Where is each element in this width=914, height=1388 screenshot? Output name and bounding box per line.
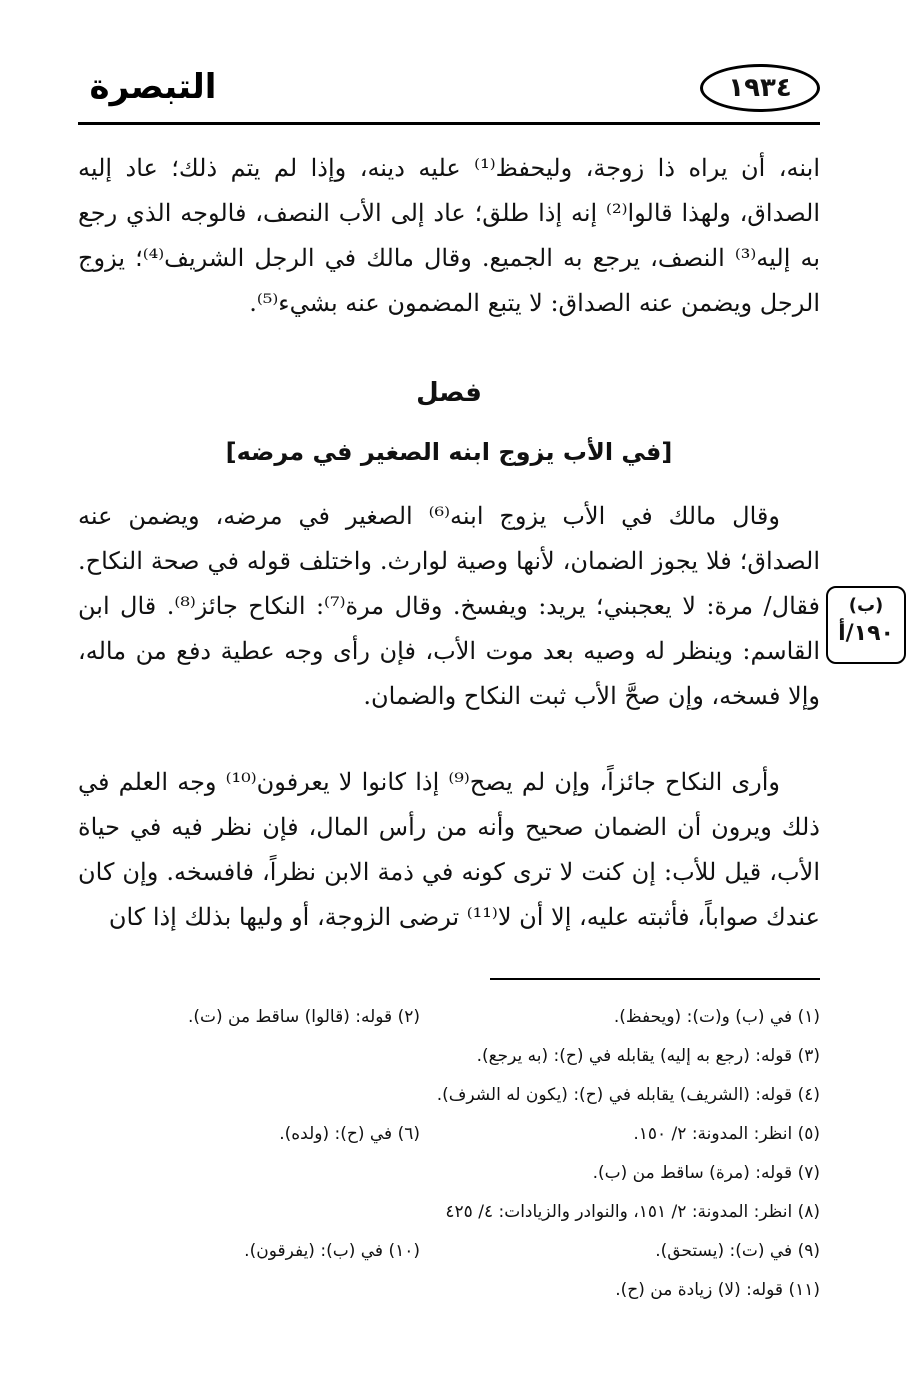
footnote-1: (١) في (ب) و(ت): (ويحفظ). xyxy=(613,1007,820,1027)
paragraph-3: وأرى النكاح جائزاً، وإن لم يصح⁽⁹⁾ إذا كانوا لا يعرفون⁽¹⁰⁾ وجه العلم في ذلك ويرون أن الضمان صحيح وأنه من رأس المال، فإن نظر فيه في حياة الأب، قيل للأب: إن كنت لا ترى كونه في ذمة الابن نظراً، فافسخه. وإن كان عندك صواباً، فأثبته عليه، إلا أن لا⁽¹¹⁾ ترضى الزوجة، أو وليها بذلك إذا كان xyxy=(78,768,820,931)
footnote-5: (٥) انظر: المدونة: ٢/ ١٥٠. xyxy=(633,1124,820,1144)
footnote-6: (٦) في (ح): (ولده). xyxy=(279,1124,420,1144)
footnote-9: (٩) في (ت): (يستحق). xyxy=(655,1241,820,1261)
footnote-4: (٤) قوله: (الشريف) يقابله في (ح): (يكون له الشرف). xyxy=(436,1085,820,1105)
footnote-row xyxy=(78,1115,820,1154)
paragraph-1: ابنه، أن يراه ذا زوجة، وليحفظ⁽¹⁾ عليه دينه، وإذا لم يتم ذلك؛ عاد إليه الصداق، ولهذا قالوا⁽²⁾ إنه إذا طلق؛ عاد إلى الأب النصف، فالوجه الذي رجع به إليه⁽³⁾ النصف، يرجع به الجميع. وقال مالك في الرجل الشريف⁽⁴⁾؛ يزوج الرجل ويضمن عنه الصداق: لا يتبع المضمون عنه بشيء⁽⁵⁾. xyxy=(78,154,821,317)
footnote-3: (٣) قوله: (رجع به إليه) يقابله في (ح): (به يرجع). xyxy=(476,1046,820,1066)
manuscript-folio-note xyxy=(826,586,906,664)
book-title-logo: التبصرة xyxy=(89,67,217,107)
footnote-10: (١٠) في (ب): (يفرقون). xyxy=(244,1241,420,1261)
header-rule xyxy=(78,122,820,125)
manuscript-label: (ب) xyxy=(848,595,884,616)
section-subtitle: [في الأب يزوج ابنه الصغير في مرضه] xyxy=(225,438,673,466)
footnote-row xyxy=(78,1037,820,1076)
section-heading: فصل xyxy=(416,378,482,408)
footnote-row xyxy=(78,1076,820,1115)
footnote-8: (٨) انظر: المدونة: ٢/ ١٥١، والنوادر والزيادات: ٤/ ٤٢٥ xyxy=(445,1202,820,1222)
footnote-divider xyxy=(490,978,820,980)
footnote-7: (٧) قوله: (مرة) ساقط من (ب). xyxy=(592,1163,820,1183)
paragraph-2: وقال مالك في الأب يزوج ابنه⁽⁶⁾ الصغير في مرضه، ويضمن عنه الصداق؛ فلا يجوز الضمان، لأنها وصية لوارث. واختلف قوله في صحة النكاح. فقال/ مرة: لا يعجبني؛ يريد: ويفسخ. وقال مرة⁽⁷⁾: النكاح جائز⁽⁸⁾. قال ابن القاسم: وينظر له وصيه بعد موت الأب، فإن رأى وجه عطية دفع من ماله، وإلا فسخه، وإن صحَّ الأب ثبت النكاح والضمان. xyxy=(78,502,821,710)
footnote-row xyxy=(78,1271,820,1310)
folio-number: ١٩٠/أ xyxy=(838,621,894,646)
footnote-row xyxy=(78,998,820,1037)
footnote-2: (٢) قوله: (قالوا) ساقط من (ت). xyxy=(187,1007,420,1027)
footnote-row xyxy=(78,1232,820,1271)
page-number: ١٩٣٤ xyxy=(700,64,820,112)
footnote-11: (١١) قوله: (لا) زيادة من (ح). xyxy=(615,1280,820,1300)
page-header xyxy=(78,58,820,128)
footnotes xyxy=(78,998,820,1310)
footnote-row xyxy=(78,1154,820,1193)
footnote-row xyxy=(78,1193,820,1232)
